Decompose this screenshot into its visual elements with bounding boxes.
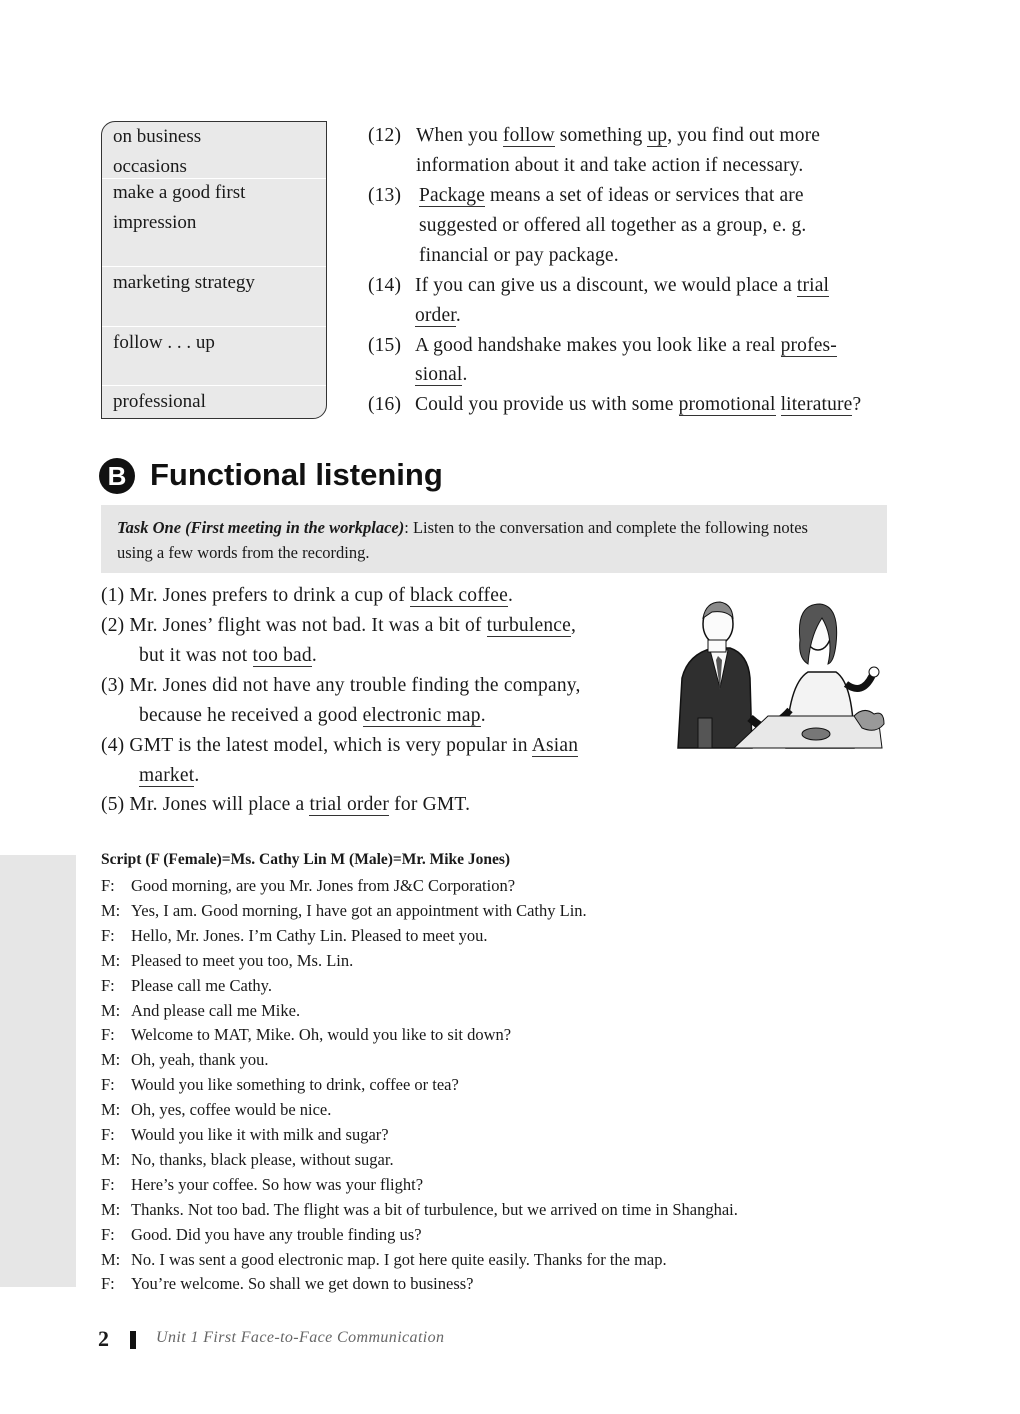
note-line: (1) Mr. Jones prefers to drink a cup of black coffee. bbox=[101, 585, 514, 606]
answer-text: black coffee bbox=[410, 585, 508, 606]
dialogue-line: M: Oh, yeah, thank you. bbox=[101, 1047, 268, 1072]
word-item: make a good first impression bbox=[113, 182, 246, 233]
sentence-line: information about it and take action if necessary. bbox=[416, 155, 804, 176]
speaker-label: M: bbox=[101, 1149, 121, 1169]
answer-text: literature bbox=[780, 394, 853, 415]
dialogue-line: F: Welcome to MAT, Mike. Oh, would you like to sit down? bbox=[101, 1022, 511, 1047]
script-header: Script (F (Female)=Ms. Cathy Lin M (Male)=Mr. Mike Jones) bbox=[101, 851, 511, 868]
dialogue-line: M: Pleased to meet you too, Ms. Lin. bbox=[101, 948, 353, 973]
answer-text: Asian bbox=[531, 735, 579, 756]
note-line: market. bbox=[139, 765, 200, 786]
sentence-number: (12) bbox=[368, 125, 402, 146]
answer-text: sional bbox=[415, 364, 463, 385]
answer-text: promotional bbox=[678, 394, 776, 415]
speaker-label: F: bbox=[101, 876, 115, 895]
speaker-label: F: bbox=[101, 975, 115, 995]
answer-text: electronic map bbox=[362, 705, 481, 726]
speaker-label: M: bbox=[101, 1100, 121, 1120]
sentence-line: (13) Package means a set of ideas or services that are bbox=[368, 181, 804, 211]
dialogue-line: F: Would you like something to drink, coffee or tea? bbox=[101, 1072, 459, 1097]
answer-text: trial bbox=[796, 275, 830, 296]
note-line: but it was not too bad. bbox=[139, 645, 317, 666]
dialogue-line: M: And please call me Mike. bbox=[101, 998, 300, 1023]
speaker-label: F: bbox=[101, 1274, 115, 1294]
note-line: (4) GMT is the latest model, which is very popular in Asian bbox=[101, 735, 579, 756]
speaker-label: F: bbox=[101, 1125, 115, 1144]
dialogue-line: F: Good morning, are you Mr. Jones from J&C Corporation? bbox=[101, 873, 515, 898]
dialogue-line: M: Thanks. Not too bad. The flight was a bit of turbulence, but we arrived on time in Shanghai. bbox=[101, 1197, 738, 1222]
task-label: Task One bbox=[117, 518, 182, 537]
sentence-number: (14) bbox=[368, 275, 402, 296]
dialogue-line: F: Would you like it with milk and sugar? bbox=[101, 1122, 389, 1147]
answer-text: trial order bbox=[309, 794, 390, 815]
answer-text: up bbox=[647, 125, 668, 146]
sentence-number: (16) bbox=[368, 394, 402, 415]
sentence-line: suggested or offered all together as a group, e. g. bbox=[419, 215, 807, 236]
sentence-line: (15) A good handshake makes you look like a real profes- bbox=[368, 331, 837, 361]
speaker-label: M: bbox=[101, 1199, 121, 1219]
business-meeting-illustration bbox=[668, 598, 888, 758]
sentence-number: (13) bbox=[368, 185, 402, 206]
sentence-line: (14) If you can give us a discount, we would place a trial bbox=[368, 271, 829, 301]
footer-unit-title: Unit 1 First Face-to-Face Communication bbox=[156, 1329, 445, 1346]
sentence-line: financial or pay package. bbox=[419, 245, 619, 266]
note-line: (2) Mr. Jones’ flight was not bad. It was a bit of turbulence, bbox=[101, 615, 577, 636]
dialogue-line: F: Hello, Mr. Jones. I’m Cathy Lin. Pleased to meet you. bbox=[101, 923, 488, 948]
speaker-label: M: bbox=[101, 950, 121, 970]
speaker-label: F: bbox=[101, 925, 115, 945]
speaker-label: M: bbox=[101, 1050, 121, 1070]
note-line: because he received a good electronic map. bbox=[139, 705, 486, 726]
word-item: professional bbox=[113, 391, 206, 412]
divider bbox=[102, 385, 326, 386]
speaker-label: F: bbox=[101, 1224, 115, 1244]
speaker-label: F: bbox=[101, 1075, 115, 1095]
sentence-line: (12) When you follow something up, you find out more bbox=[368, 121, 820, 151]
speaker-label: F: bbox=[101, 1025, 115, 1045]
sentence-line: sional. bbox=[415, 364, 468, 385]
divider bbox=[102, 266, 326, 267]
dialogue-line: M: No, thanks, black please, without sugar. bbox=[101, 1147, 394, 1172]
answer-text: follow bbox=[502, 125, 555, 146]
note-line: (3) Mr. Jones did not have any trouble finding the company, bbox=[101, 675, 581, 696]
speaker-label: M: bbox=[101, 1249, 121, 1269]
dialogue-line: M: No. I was sent a good electronic map. I got here quite easily. Thanks for the map. bbox=[101, 1247, 667, 1272]
speaker-label: F: bbox=[101, 1174, 115, 1194]
page-number: 2 bbox=[98, 1326, 109, 1351]
dialogue-line: F: Please call me Cathy. bbox=[101, 973, 272, 998]
answer-text: market bbox=[139, 765, 195, 786]
answer-text: Package bbox=[419, 185, 486, 206]
section-badge: B bbox=[99, 458, 135, 494]
sentence-line: (16) Could you provide us with some promotional literature? bbox=[368, 390, 861, 420]
side-band bbox=[0, 855, 76, 1287]
answer-text: turbulence bbox=[486, 615, 571, 636]
task-subtitle: (First meeting in the workplace) bbox=[185, 518, 405, 537]
dialogue-line: F: You’re welcome. So shall we get down to business? bbox=[101, 1271, 474, 1296]
dialogue-line: M: Yes, I am. Good morning, I have got an appointment with Cathy Lin. bbox=[101, 898, 587, 923]
word-item: marketing strategy bbox=[113, 272, 255, 293]
answer-text: too bad bbox=[252, 645, 312, 666]
word-item: follow . . . up bbox=[113, 332, 215, 353]
sentence-line: order. bbox=[415, 305, 461, 326]
word-box bbox=[101, 121, 327, 419]
answer-text: order bbox=[415, 305, 456, 326]
sentence-number: (15) bbox=[368, 335, 402, 356]
task-instructions: Task One (First meeting in the workplace): Listen to the conversation and complete the following notes using a few words from the recording. bbox=[101, 505, 887, 573]
section-title: Functional listening bbox=[150, 457, 443, 492]
dialogue-line: F: Here’s your coffee. So how was your flight? bbox=[101, 1172, 423, 1197]
note-line: (5) Mr. Jones will place a trial order for GMT. bbox=[101, 794, 471, 815]
dialogue-line: F: Good. Did you have any trouble finding us? bbox=[101, 1222, 422, 1247]
speaker-label: M: bbox=[101, 1000, 121, 1020]
answer-text: profes- bbox=[780, 335, 837, 356]
word-item: on business occasions bbox=[113, 126, 202, 177]
speaker-label: M: bbox=[101, 900, 121, 920]
dialogue-line: M: Oh, yes, coffee would be nice. bbox=[101, 1097, 331, 1122]
divider bbox=[102, 326, 326, 327]
footer-bar bbox=[130, 1331, 136, 1349]
